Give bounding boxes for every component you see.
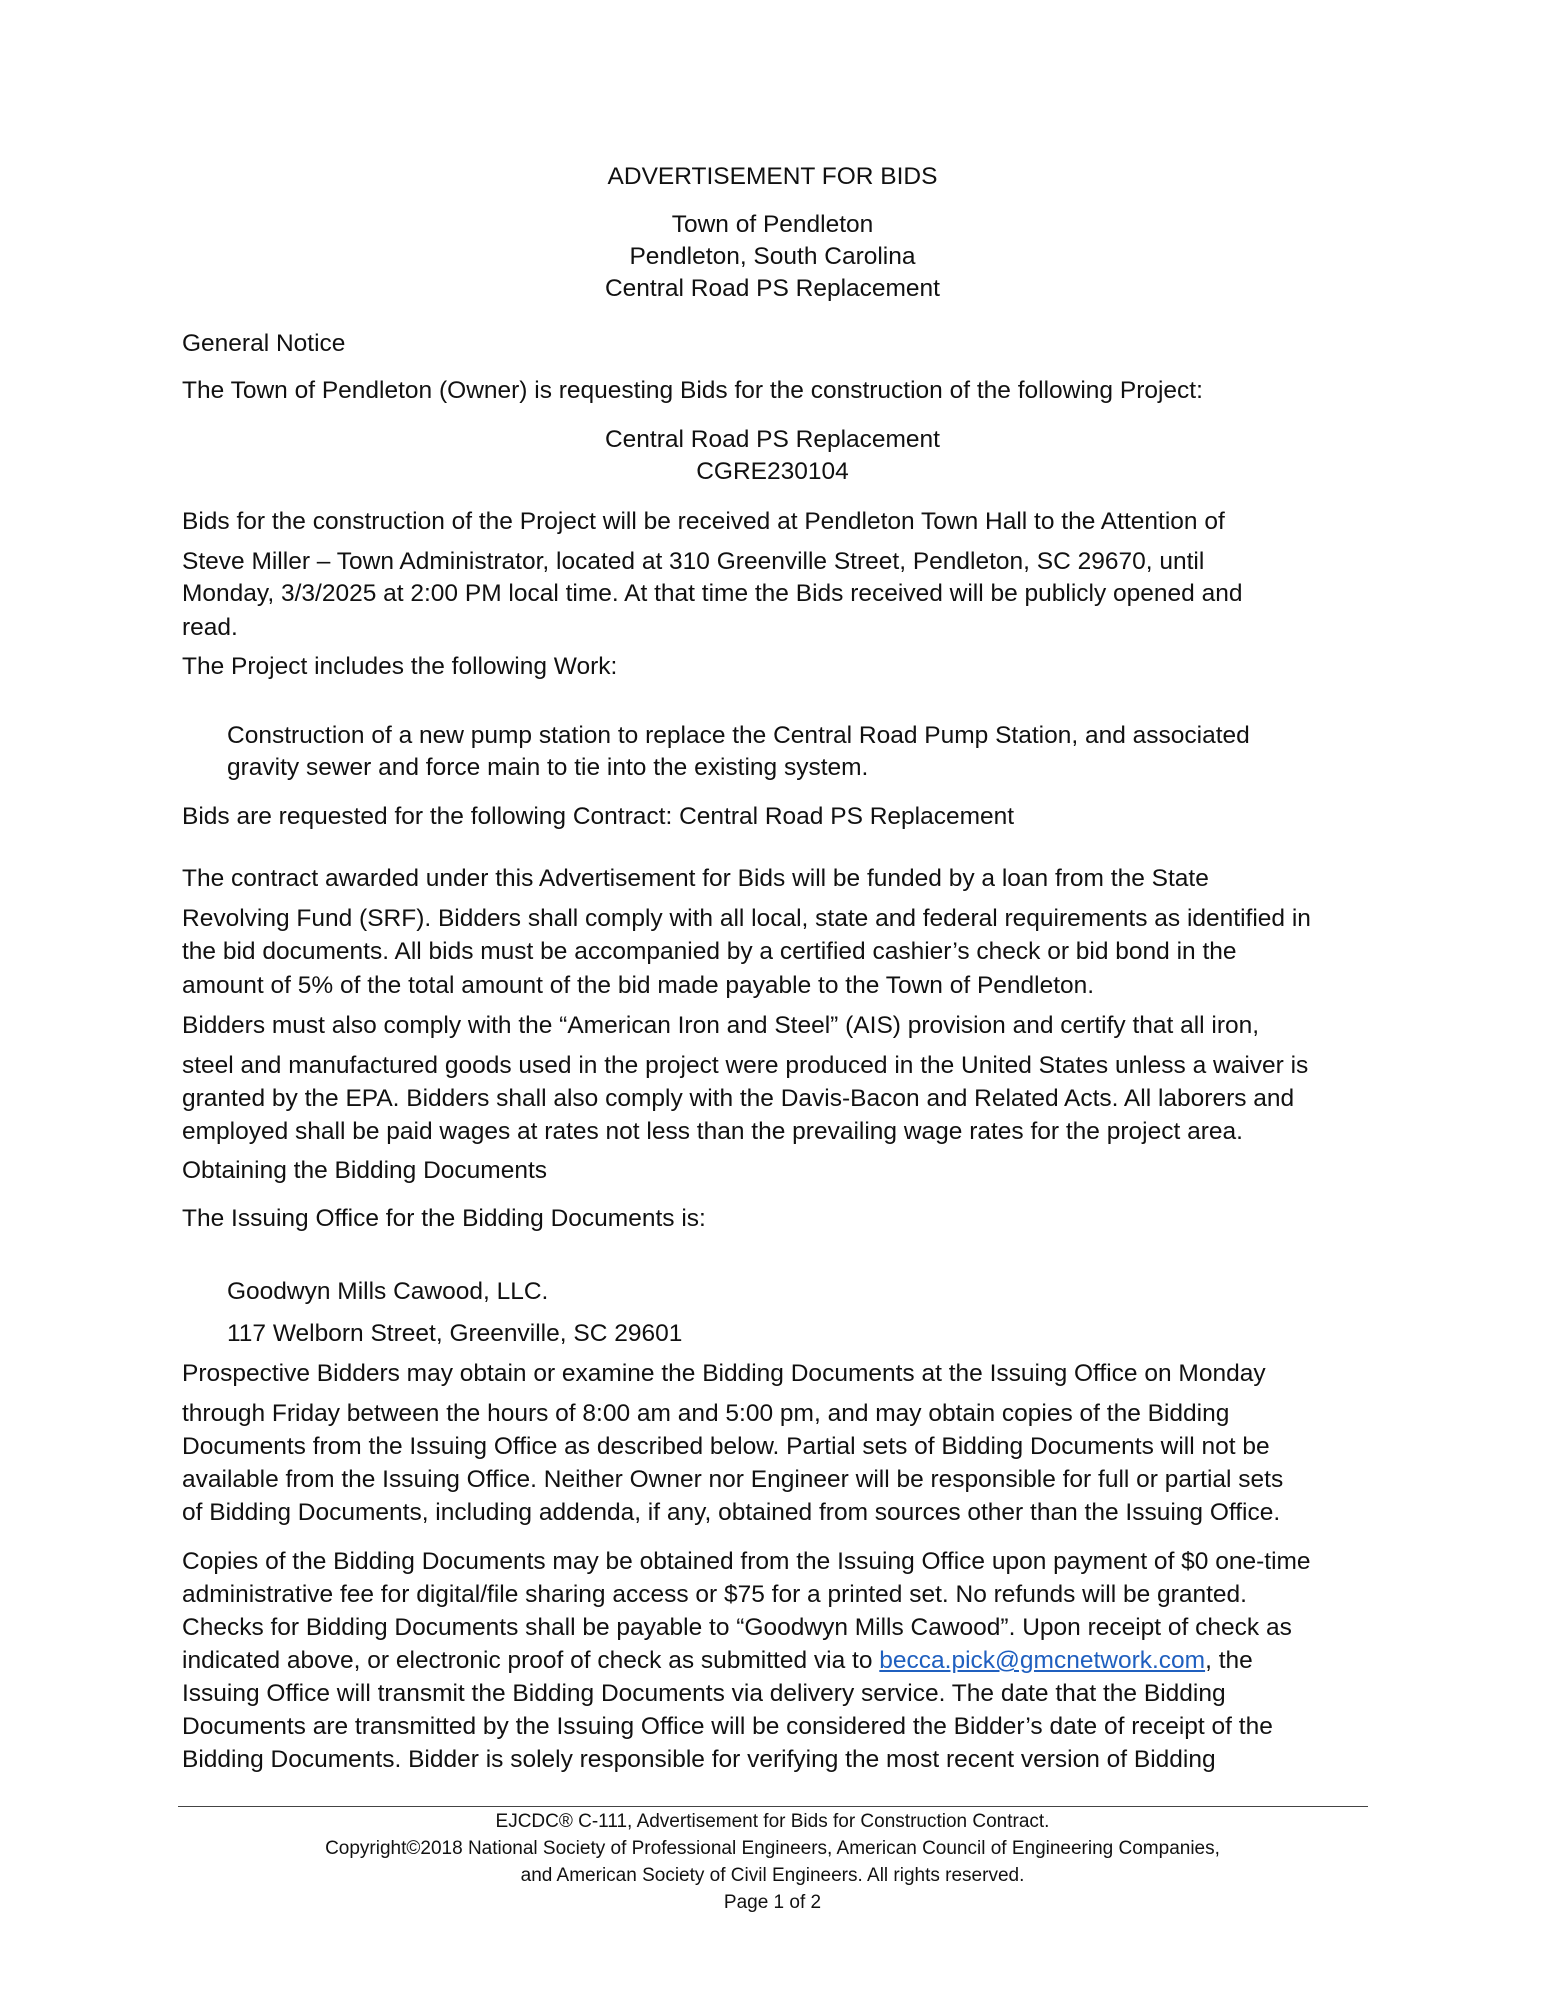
bids-received-line: Monday, 3/3/2025 at 2:00 PM local time. At that time the Bids received will be publicly opened and: [182, 580, 1243, 607]
copies-line: Issuing Office will transmit the Bidding Documents via delivery service. The date that the Bidding: [182, 1680, 1226, 1707]
copies-line: Copies of the Bidding Documents may be obtained from the Issuing Office upon payment of $0 one-time: [182, 1548, 1311, 1575]
funding-line: the bid documents. All bids must be accompanied by a certified cashier’s check or bid bond in the: [182, 938, 1237, 965]
intro-paragraph: The Town of Pendleton (Owner) is requesting Bids for the construction of the following Project:: [182, 377, 1203, 404]
document-title: ADVERTISEMENT FOR BIDS: [607, 163, 938, 190]
copies-text: indicated above, or electronic proof of check as submitted via to: [182, 1647, 880, 1674]
work-description-line: gravity sewer and force main to tie into the existing system.: [227, 754, 869, 781]
examine-line: Documents from the Issuing Office as described below. Partial sets of Bidding Documents will not be: [182, 1433, 1270, 1460]
obtaining-heading: Obtaining the Bidding Documents: [182, 1157, 547, 1184]
bids-received-line: Steve Miller – Town Administrator, located at 310 Greenville Street, Pendleton, SC 29670, until: [182, 548, 1205, 575]
bids-received-line: Bids for the construction of the Project will be received at Pendleton Town Hall to the Attention of: [182, 508, 1225, 535]
ais-line: granted by the EPA. Bidders shall also comply with the Davis-Bacon and Related Acts. All laborers and: [182, 1085, 1295, 1112]
copies-line: administrative fee for digital/file sharing access or $75 for a printed set. No refunds will be granted.: [182, 1581, 1247, 1608]
funding-line: The contract awarded under this Advertisement for Bids will be funded by a loan from the State: [182, 865, 1209, 892]
bids-received-line: read.: [182, 614, 238, 641]
footer-line: Copyright©2018 National Society of Professional Engineers, American Council of Engineering Companies,: [325, 1838, 1220, 1859]
contract-line: Bids are requested for the following Contract: Central Road PS Replacement: [182, 803, 1015, 830]
page-number: Page 1 of 2: [723, 1892, 822, 1913]
general-notice-heading: General Notice: [182, 330, 346, 357]
ais-line: steel and manufactured goods used in the project were produced in the United States unless a waiver is: [182, 1052, 1309, 1079]
funding-line: Revolving Fund (SRF). Bidders shall comply with all local, state and federal requirements as identified in: [182, 905, 1311, 932]
examine-line: available from the Issuing Office. Neither Owner nor Engineer will be responsible for full or partial sets: [182, 1466, 1284, 1493]
footer-line: and American Society of Civil Engineers. All rights reserved.: [520, 1865, 1025, 1886]
copies-line: Bidding Documents. Bidder is solely responsible for verifying the most recent version of Bidding: [182, 1746, 1216, 1773]
examine-line: Prospective Bidders may obtain or examine the Bidding Documents at the Issuing Office on Monday: [182, 1360, 1266, 1387]
copies-line: Documents are transmitted by the Issuing Office will be considered the Bidder’s date of receipt of the: [182, 1713, 1273, 1740]
copies-email-line: [182, 1645, 1253, 1677]
ais-line: Bidders must also comply with the “American Iron and Steel” (AIS) provision and certify that all iron,: [182, 1012, 1260, 1039]
project-number: CGRE230104: [696, 458, 849, 485]
issuing-office-address: 117 Welborn Street, Greenville, SC 29601: [227, 1320, 683, 1347]
footer-divider: [178, 1806, 1368, 1807]
work-description-line: Construction of a new pump station to replace the Central Road Pump Station, and associated: [227, 722, 1250, 749]
work-intro: The Project includes the following Work:: [182, 653, 618, 680]
funding-line: amount of 5% of the total amount of the bid made payable to the Town of Pendleton.: [182, 972, 1095, 999]
footer-line: EJCDC® C-111, Advertisement for Bids for Construction Contract.: [495, 1811, 1050, 1832]
owner-name: Town of Pendleton: [671, 211, 874, 238]
copies-text: , the: [1205, 1647, 1253, 1674]
copies-line: Checks for Bidding Documents shall be payable to “Goodwyn Mills Cawood”. Upon receipt of check as: [182, 1614, 1292, 1641]
examine-line: through Friday between the hours of 8:00 am and 5:00 pm, and may obtain copies of the Bidding: [182, 1400, 1230, 1427]
project-title: Central Road PS Replacement: [604, 275, 940, 302]
issuing-intro: The Issuing Office for the Bidding Documents is:: [182, 1205, 706, 1232]
ais-line: employed shall be paid wages at rates not less than the prevailing wage rates for the project area.: [182, 1118, 1243, 1145]
project-name: Central Road PS Replacement: [604, 426, 940, 453]
issuing-office-name: Goodwyn Mills Cawood, LLC.: [227, 1278, 549, 1305]
email-link[interactable]: becca.pick@gmcnetwork.com: [879, 1647, 1206, 1674]
owner-location: Pendleton, South Carolina: [629, 243, 916, 270]
examine-line: of Bidding Documents, including addenda, if any, obtained from sources other than the Issuing Office.: [182, 1499, 1281, 1526]
